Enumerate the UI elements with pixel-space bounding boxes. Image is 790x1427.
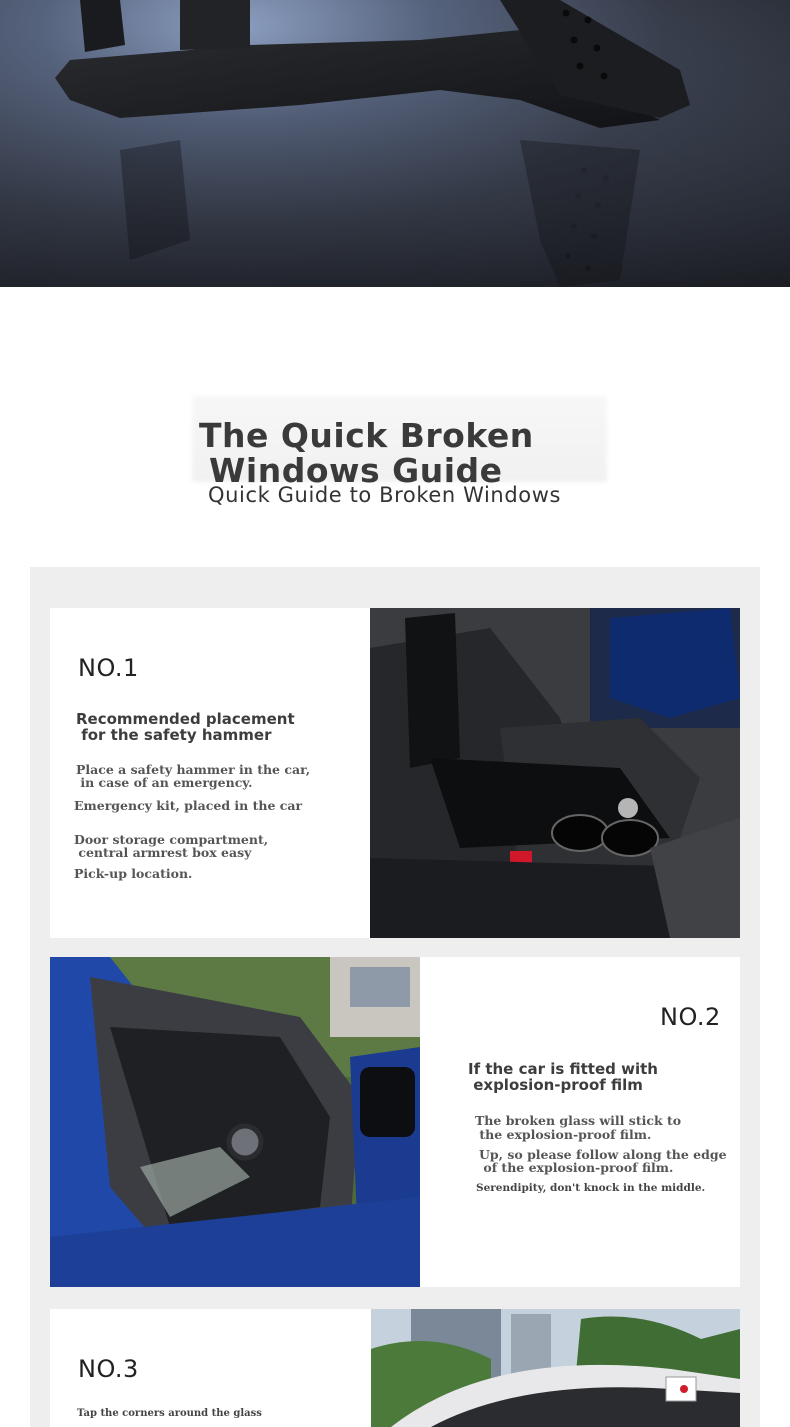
step-heading-line2: explosion-proof film: [468, 1076, 643, 1094]
hero-product-image: [0, 0, 790, 287]
step-text: in case of an emergency.: [76, 775, 253, 790]
step-text: of the explosion-proof film.: [479, 1160, 674, 1175]
broken-window-photo: [50, 957, 420, 1287]
step-text: Serendipity, don't knock in the middle.: [476, 1182, 706, 1194]
step-text: Pick-up location.: [74, 866, 193, 881]
step-text: The broken glass will stick to: [475, 1113, 682, 1128]
page-subtitle: Quick Guide to Broken Windows: [208, 483, 562, 507]
page-title-line2: Windows Guide: [209, 451, 503, 490]
step-text: Place a safety hammer in the car,: [76, 762, 311, 777]
step-heading-line1: Recommended placement: [76, 710, 295, 728]
page-title-line1: The Quick Broken: [199, 416, 534, 455]
guide-card-3: [50, 1309, 740, 1427]
step-heading-line1: If the car is fitted with: [468, 1060, 658, 1078]
step-number: NO.2: [660, 1003, 721, 1031]
step-heading-line2: for the safety hammer: [76, 726, 272, 744]
step-text: central armrest box easy: [74, 845, 252, 860]
step-text: the explosion-proof film.: [475, 1127, 652, 1142]
step-text: Up, so please follow along the edge: [479, 1147, 727, 1162]
car-exterior-photo: [371, 1309, 740, 1427]
safety-hammer-illustration: [0, 0, 790, 287]
guide-card-1: [50, 608, 740, 938]
car-interior-photo: [370, 608, 740, 938]
guide-title-block: [192, 396, 607, 516]
step-number: NO.1: [78, 654, 139, 682]
step-number: NO.3: [78, 1355, 139, 1383]
step-text: Tap the corners around the glass: [77, 1408, 262, 1419]
step-text: Emergency kit, placed in the car: [74, 798, 303, 813]
step-text: Door storage compartment,: [74, 832, 269, 847]
guide-card-2: [50, 957, 740, 1287]
